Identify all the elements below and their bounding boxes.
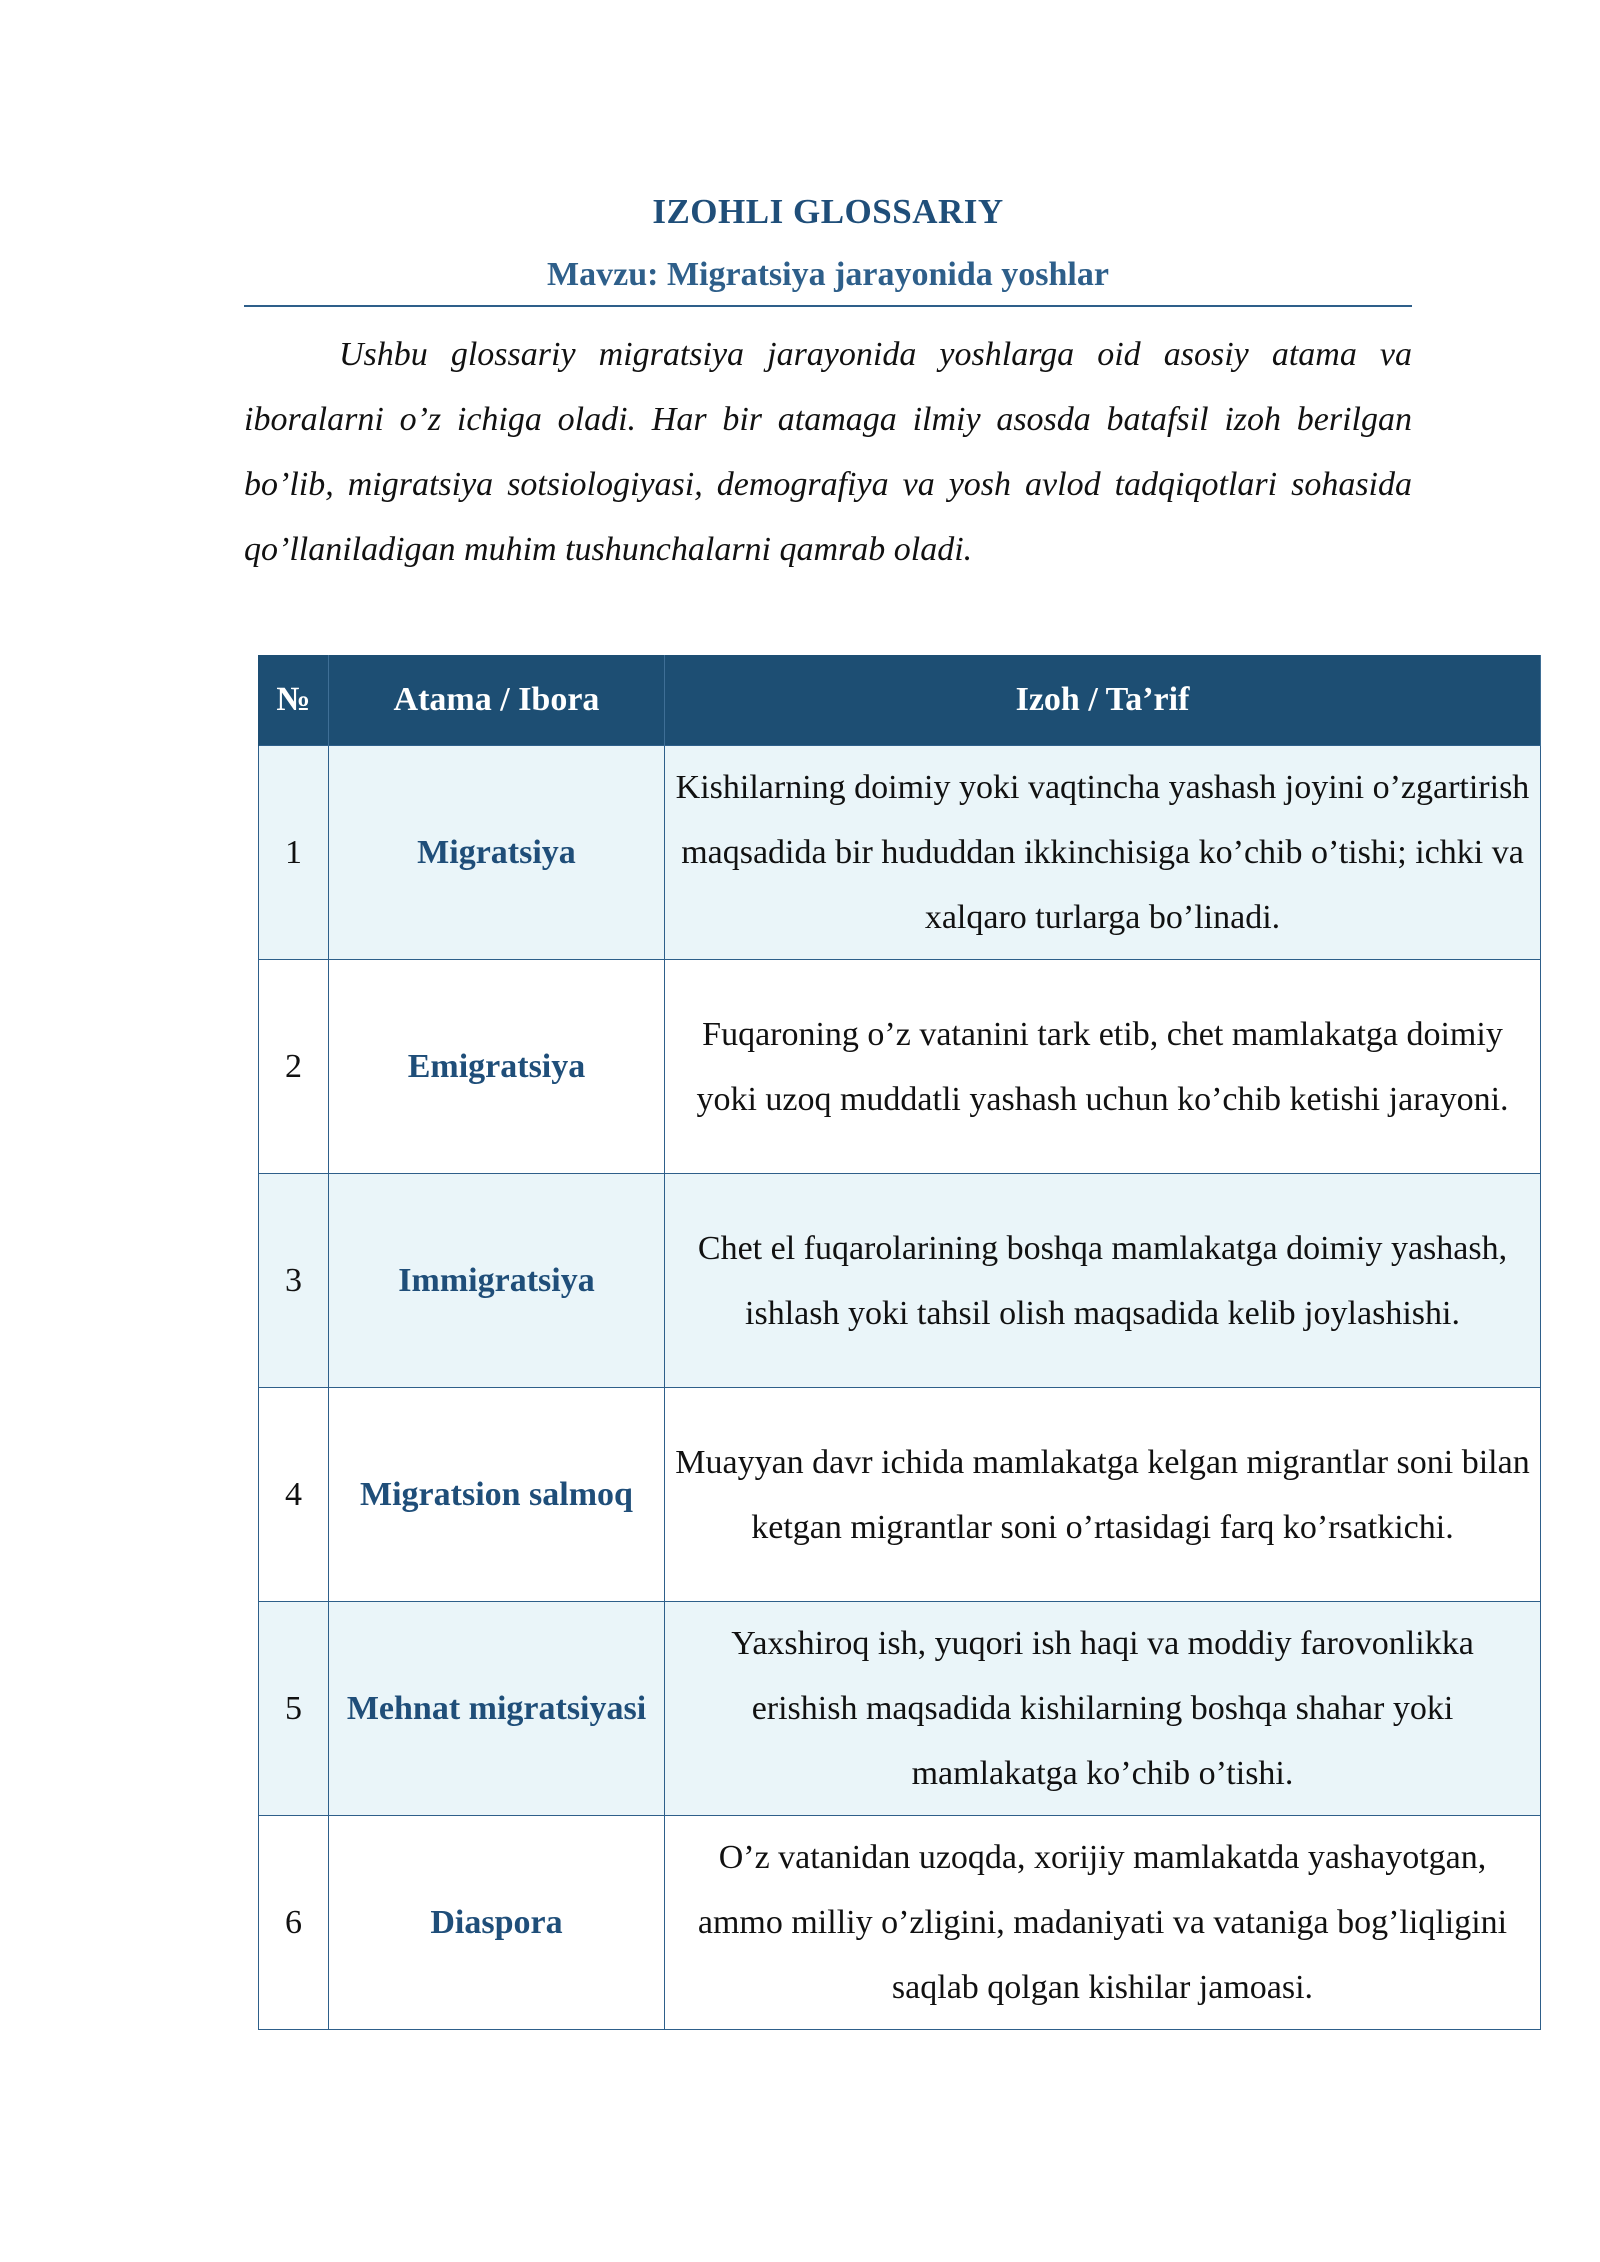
table-row bbox=[259, 1388, 1541, 1602]
row-number: 2 bbox=[259, 960, 329, 1174]
table-row bbox=[259, 1816, 1541, 2030]
row-term: Migratsion salmoq bbox=[329, 1388, 665, 1602]
row-term: Diaspora bbox=[329, 1816, 665, 2030]
row-number: 4 bbox=[259, 1388, 329, 1602]
page-title: IZOHLI GLOSSARIY bbox=[652, 192, 1004, 231]
column-header-definition: Izoh / Ta’rif bbox=[665, 655, 1541, 746]
row-term: Immigratsiya bbox=[329, 1174, 665, 1388]
table-header-row bbox=[259, 655, 1541, 746]
table-row bbox=[259, 1174, 1541, 1388]
glossary-table bbox=[258, 655, 1541, 2030]
row-term: Mehnat migratsiyasi bbox=[329, 1602, 665, 1816]
table-row bbox=[259, 960, 1541, 1174]
row-term: Emigratsiya bbox=[329, 960, 665, 1174]
row-number: 3 bbox=[259, 1174, 329, 1388]
column-header-term: Atama / Ibora bbox=[329, 655, 665, 746]
table-row bbox=[259, 746, 1541, 960]
row-term: Migratsiya bbox=[329, 746, 665, 960]
row-number: 6 bbox=[259, 1816, 329, 2030]
page-subtitle: Mavzu: Migratsiya jarayonida yoshlar bbox=[547, 256, 1109, 293]
row-definition: Fuqaroning o’z vatanini tark etib, chet mamlakatga doimiy yoki uzoq muddatli yashash uchun ko’chib ketishi jarayoni. bbox=[665, 960, 1541, 1174]
row-definition: Muayyan davr ichida mamlakatga kelgan migrantlar soni bilan ketgan migrantlar soni o’rtasidagi farq ko’rsatkichi. bbox=[665, 1388, 1541, 1602]
row-definition: Chet el fuqarolarining boshqa mamlakatga doimiy yashash, ishlash yoki tahsil olish maqsadida kelib joylashishi. bbox=[665, 1174, 1541, 1388]
row-number: 5 bbox=[259, 1602, 329, 1816]
row-number: 1 bbox=[259, 746, 329, 960]
row-definition: O’z vatanidan uzoqda, xorijiy mamlakatda yashayotgan, ammo milliy o’zligini, madaniyati va vataniga bog’liqligini saqlab qolgan kishilar jamoasi. bbox=[665, 1816, 1541, 2030]
title-divider bbox=[244, 305, 1412, 307]
row-definition: Kishilarning doimiy yoki vaqtincha yashash joyini o’zgartirish maqsadida bir hududdan ikkinchisiga ko’chib o’tishi; ichki va xalqaro turlarga bo’linadi. bbox=[665, 746, 1541, 960]
table-row bbox=[259, 1602, 1541, 1816]
column-header-number: № bbox=[259, 655, 329, 746]
row-definition: Yaxshiroq ish, yuqori ish haqi va moddiy farovonlikka erishish maqsadida kishilarning boshqa shahar yoki mamlakatga ko’chib o’tishi. bbox=[665, 1602, 1541, 1816]
intro-paragraph: Ushbu glossariy migratsiya jarayonida yoshlarga oid asosiy atama va iboralarni o’z ichiga oladi. Har bir atamaga ilmiy asosda batafsil izoh berilgan bo’lib, migratsiya sotsiologiyasi, demografiya va yosh avlod tadqiqotlari sohasida qo’llaniladigan muhim tushunchalarni qamrab oladi. bbox=[244, 336, 1412, 568]
